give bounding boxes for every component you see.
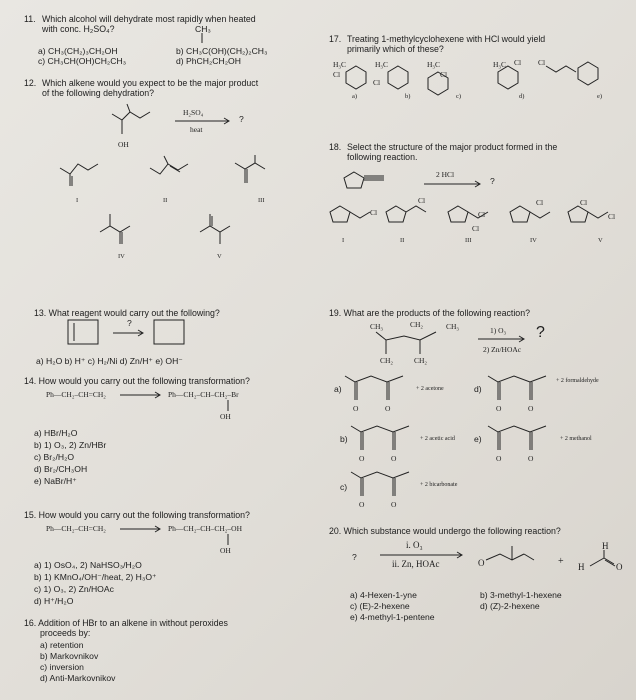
q18-number: 18. xyxy=(329,142,342,152)
q17-number: 17. xyxy=(329,34,342,44)
q19-option-a-o1: O xyxy=(353,404,359,413)
q12-alkene-v xyxy=(200,214,250,248)
q12-oh-label: OH xyxy=(118,140,129,149)
q17-label-b: b) xyxy=(405,93,411,100)
q19-option-d-o2: O xyxy=(528,404,534,413)
q12-text-line2: of the following dehydration? xyxy=(42,88,154,98)
q17-b-cl: Cl xyxy=(373,78,381,87)
q15-text: 15. How would you carry out the following transformation? xyxy=(24,510,250,520)
q19-option-b-structure xyxy=(351,422,421,458)
q14-oh-label: OH xyxy=(220,412,231,421)
q17-text-line1: Treating 1-methylcyclohexene with HCl would yield xyxy=(347,34,546,44)
q19-reaction-arrow xyxy=(478,336,528,344)
q13-question-mark: ? xyxy=(127,318,132,328)
q19-ch2-right: CH₂ xyxy=(414,356,428,365)
q17-e-cl: Cl xyxy=(538,58,546,67)
q16-text-line1: 16. Addition of HBr to an alkene in without peroxides xyxy=(24,618,228,628)
q19-option-c-extra: + 2 bicarbonate xyxy=(420,482,458,488)
q18-label-iii: III xyxy=(465,237,472,244)
q16-option-c: c) inversion xyxy=(40,662,84,672)
q17-b-h3c: H₃C xyxy=(375,60,389,69)
q18-iii-cl2: Cl xyxy=(472,224,480,233)
q17-c-h3c: H₃C xyxy=(427,60,441,69)
q18-i-cl: Cl xyxy=(370,208,378,217)
q14-option-b: b) 1) O₃, 2) Zn/HBr xyxy=(34,440,107,450)
q13-cyclohexene xyxy=(64,318,104,348)
q12-alkene-iii xyxy=(235,155,285,189)
q11-number: 11. xyxy=(24,14,36,24)
q19-option-a-extra: + 2 acetone xyxy=(416,386,444,392)
q14-option-d: d) Br₂/CH₃OH xyxy=(34,464,88,474)
q20-product2-structure xyxy=(586,550,616,574)
q18-product-ii xyxy=(386,200,436,230)
q15-option-b: b) 1) KMnO₄/OH⁻/heat, 2) H₃O⁺ xyxy=(34,572,157,582)
q12-text-line1: Which alkene would you expect to be the major product xyxy=(42,78,259,88)
q13-options: a) H₂O b) H⁺ c) H₂/Ni d) Zn/H⁺ e) OH⁻ xyxy=(36,356,183,366)
q11-text-line2: with conc. H₂SO₄? xyxy=(42,24,115,34)
q19-question-mark: ? xyxy=(536,324,545,341)
q17-c-cl: Cl xyxy=(440,70,448,79)
q19-option-e-extra: + 2 methanol xyxy=(560,436,592,442)
q20-option-c: c) (E)-2-hexene xyxy=(350,601,410,611)
q19-option-d-label: d) xyxy=(474,384,482,394)
q11-option-c: c) CH₃CH(OH)CH₂CH₃ xyxy=(38,56,127,66)
q18-iv-cl: Cl xyxy=(536,198,544,207)
q19-option-b-o1: O xyxy=(359,454,365,463)
q19-option-b-extra: + 2 acetic acid xyxy=(420,436,455,442)
q19-option-b-label: b) xyxy=(340,434,348,444)
q20-product2-h-top: H xyxy=(602,541,609,551)
q19-option-c-structure xyxy=(351,468,421,504)
q16-option-d: d) Anti-Markovnikov xyxy=(40,673,116,683)
q19-option-d-o1: O xyxy=(496,404,502,413)
q11-ch3-label: CH₃ xyxy=(195,24,211,34)
q17-label-d: d) xyxy=(519,93,525,100)
q14-reaction-arrow xyxy=(120,392,164,400)
q18-reaction-arrow xyxy=(424,181,484,189)
q17-ring-d xyxy=(496,66,522,90)
q12-label-iv: IV xyxy=(118,253,125,260)
q12-reaction-arrow xyxy=(175,118,235,126)
q15-reactant: Ph—CH₂–CH=CH₂ xyxy=(46,524,106,533)
q18-iii-cl1: Cl xyxy=(478,210,486,219)
q14-reactant: Ph—CH₂–CH=CH₂ xyxy=(46,390,106,399)
q14-option-e: e) NaBr/H⁺ xyxy=(34,476,77,486)
q17-ring-b xyxy=(386,66,412,90)
q13-cyclohexane xyxy=(150,318,190,348)
q19-step1: 1) O₃ xyxy=(490,326,507,335)
q12-reagent: H₂SO₄ xyxy=(183,108,204,117)
q11-text-line1: Which alcohol will dehydrate most rapidly when heated xyxy=(42,14,256,24)
q19-option-e-o1: O xyxy=(496,454,502,463)
q18-reagent: 2 HCl xyxy=(436,170,455,179)
q19-option-c-o1: O xyxy=(359,500,365,509)
q17-a-cl: Cl xyxy=(333,70,341,79)
q18-v-cl2: Cl xyxy=(608,212,616,221)
q12-label-i: I xyxy=(76,197,79,204)
q17-ring-c xyxy=(426,72,452,96)
q17-label-a: a) xyxy=(352,93,358,100)
q13-reaction-arrow xyxy=(113,330,147,338)
q20-plus: + xyxy=(558,556,564,567)
q18-text-line2: following reaction. xyxy=(347,152,418,162)
q20-product1-o: O xyxy=(478,558,485,568)
q18-text-line1: Select the structure of the major product formed in the xyxy=(347,142,558,152)
q19-option-d-extra: + 2 formaldehyde xyxy=(556,378,599,384)
q18-question-mark: ? xyxy=(490,176,495,186)
q19-text: 19. What are the products of the following reaction? xyxy=(329,308,530,318)
q12-alkene-iv xyxy=(100,214,150,248)
q19-ch3-left: CH₃ xyxy=(370,322,384,331)
q17-a-h3c: H₃C xyxy=(333,60,347,69)
q14-product: Ph—CH₂–CH–CH₂–Br xyxy=(168,390,239,399)
q15-product: Ph—CH₂–CH–CH₂–OH xyxy=(168,524,242,533)
q20-question-mark: ? xyxy=(352,552,357,562)
q17-d-h3c: H₃C xyxy=(493,60,507,69)
q19-option-e-structure xyxy=(488,422,568,458)
q20-text: 20. Which substance would undergo the following reaction? xyxy=(329,526,561,536)
q12-number: 12. xyxy=(24,78,37,88)
q11-bond-line xyxy=(199,33,209,47)
q19-option-a-structure xyxy=(345,372,415,408)
q20-option-d: d) (Z)-2-hexene xyxy=(480,601,540,611)
q20-product2-h-left: H xyxy=(578,562,585,572)
q19-ch2-left: CH₂ xyxy=(380,356,394,365)
q19-ch2-top: CH₂ xyxy=(410,320,424,329)
q19-option-a-o2: O xyxy=(385,404,391,413)
q19-step2: 2) Zn/HOAc xyxy=(483,345,522,354)
q14-option-a: a) HBr/H₂O xyxy=(34,428,78,438)
q18-v-cl1: Cl xyxy=(580,198,588,207)
q16-option-b: b) Markovnikov xyxy=(40,651,99,661)
q18-ii-cl: Cl xyxy=(418,196,426,205)
q19-option-b-o2: O xyxy=(391,454,397,463)
q15-option-a: a) 1) OsO₄, 2) NaHSO₃/H₂O xyxy=(34,560,142,570)
q20-product2-o: O xyxy=(616,562,623,572)
q14-option-c: c) Br₂/H₂O xyxy=(34,452,75,462)
q17-chain-e xyxy=(546,62,586,76)
q15-option-d: d) H⁺/H₂O xyxy=(34,596,74,606)
q17-ring-a xyxy=(344,66,370,90)
q18-label-iv: IV xyxy=(530,237,537,244)
q12-label-v: V xyxy=(217,253,222,260)
q18-label-ii: II xyxy=(400,237,405,244)
q20-step1: i. O₃ xyxy=(406,540,423,550)
q19-option-a-label: a) xyxy=(334,384,342,394)
q16-option-a: a) retention xyxy=(40,640,84,650)
q20-option-b: b) 3-methyl-1-hexene xyxy=(480,590,562,600)
q12-condition: heat xyxy=(190,125,203,134)
q12-alkene-ii xyxy=(150,158,200,188)
q19-ch3-right: CH₃ xyxy=(446,322,460,331)
q19-option-c-o2: O xyxy=(391,500,397,509)
q18-product-iv xyxy=(510,204,560,234)
q11-option-a: a) CH₃(CH₂)₃CH₂OH xyxy=(38,46,118,56)
q12-question-mark: ? xyxy=(239,114,244,124)
q20-step2: ii. Zn, HOAc xyxy=(392,559,440,569)
q20-option-a: a) 4-Hexen-1-yne xyxy=(350,590,417,600)
q12-label-ii: II xyxy=(163,197,168,204)
q15-reaction-arrow xyxy=(120,526,164,534)
q12-label-iii: III xyxy=(258,197,265,204)
q11-option-d: d) PhCH₂CH₂OH xyxy=(176,56,241,66)
q17-d-cl: Cl xyxy=(514,58,522,67)
q18-label-i: I xyxy=(342,237,345,244)
q16-text-line2: proceeds by: xyxy=(40,628,91,638)
q20-product1-structure xyxy=(486,546,556,568)
q17-text-line2: primarily which of these? xyxy=(347,44,444,54)
q11-option-b: b) CH₃C(OH)(CH₂)₂CH₃ xyxy=(176,46,268,56)
q19-option-e-label: e) xyxy=(474,434,482,444)
q15-oh-label: OH xyxy=(220,546,231,555)
q17-label-c: c) xyxy=(456,93,462,100)
q17-label-e: e) xyxy=(597,93,603,100)
q20-option-e: e) 4-methyl-1-pentene xyxy=(350,612,435,622)
q19-option-e-o2: O xyxy=(528,454,534,463)
q15-option-c: c) 1) O₃, 2) Zn/HOAc xyxy=(34,584,114,594)
q12-alkene-i xyxy=(60,158,110,188)
q13-text: 13. What reagent would carry out the following? xyxy=(34,308,220,318)
q19-option-c-label: c) xyxy=(340,482,348,492)
q18-label-v: V xyxy=(598,237,603,244)
q14-text: 14. How would you carry out the following transformation? xyxy=(24,376,250,386)
q18-reactant xyxy=(344,170,394,194)
